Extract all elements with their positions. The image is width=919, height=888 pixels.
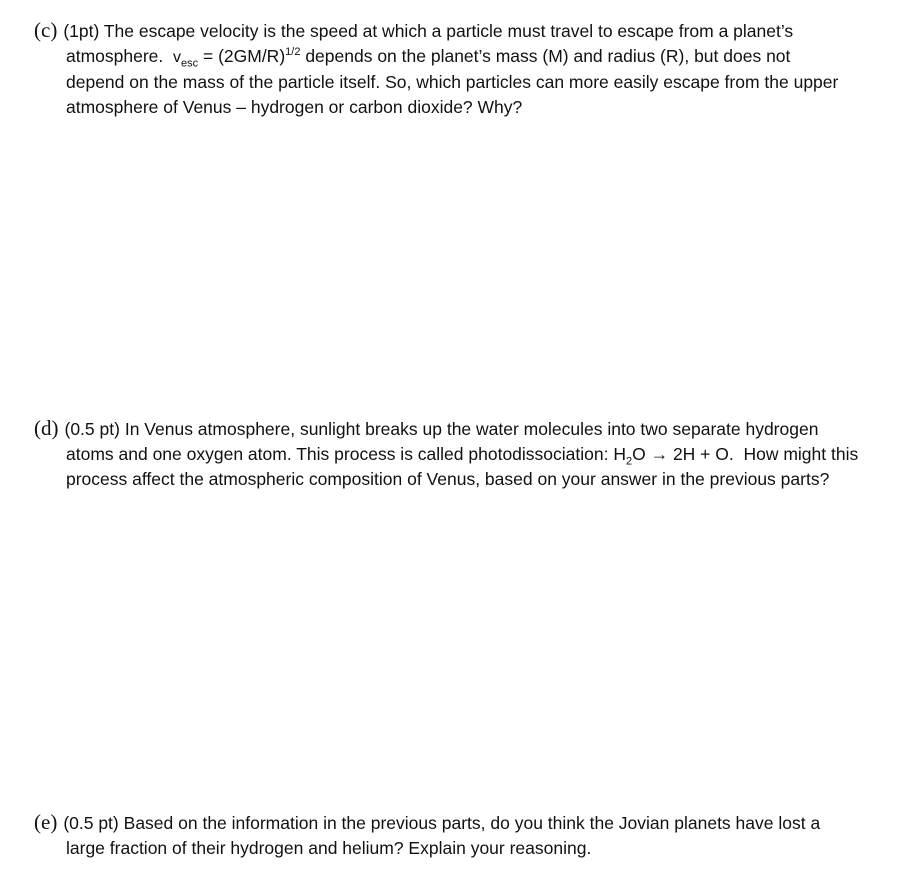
question-d-text-1: In Venus atmosphere, sunlight breaks up the water molecules into two separate hydrogen <box>124 419 819 439</box>
escape-velocity-symbol: v <box>173 49 181 66</box>
question-c-text-2a: atmosphere. <box>66 46 173 66</box>
question-d-text-2b: O → 2H + O. How might this <box>632 444 859 464</box>
question-c-line-3: depend on the mass of the particle itself. So, which particles can more easily escape from the upper <box>66 72 839 92</box>
question-c-line-4: atmosphere of Venus – hydrogen or carbon dioxide? Why? <box>66 97 523 117</box>
question-c-text-2c: depends on the planet’s mass (M) and radius (R), but does not <box>300 46 791 66</box>
question-d-line-3: process affect the atmospheric composition of Venus, based on your answer in the previous parts? <box>66 469 830 489</box>
question-c-line-1 <box>34 18 904 44</box>
question-e-line-2: large fraction of their hydrogen and helium? Explain your reasoning. <box>66 838 592 858</box>
question-c-text-1: The escape velocity is the speed at which a particle must travel to escape from a planet’s <box>103 21 794 41</box>
question-e <box>34 810 904 861</box>
question-e-letter: (e) <box>34 810 58 834</box>
water-subscript: 2 <box>625 455 633 468</box>
question-c-line-2 <box>34 44 904 70</box>
question-d-line-1 <box>34 416 904 442</box>
question-d-letter: (d) <box>34 416 59 440</box>
question-c-letter: (c) <box>34 18 58 42</box>
question-e-text-1: Based on the information in the previous parts, do you think the Jovian planets have lost a <box>123 813 821 833</box>
question-d-line-2 <box>34 442 904 467</box>
question-e-points: (0.5 pt) <box>63 813 119 833</box>
escape-velocity-subscript: esc <box>181 57 199 70</box>
question-c-text-2b: = (2GM/R) <box>198 46 286 66</box>
exponent-one-half: 1/2 <box>285 46 301 59</box>
question-c <box>34 18 904 120</box>
question-d-points: (0.5 pt) <box>64 419 120 439</box>
question-e-line-1 <box>34 810 904 836</box>
question-c-points: (1pt) <box>63 21 100 41</box>
question-d-text-2a: atoms and one oxygen atom. This process is called photodissociation: H <box>66 444 626 464</box>
question-d <box>34 416 904 492</box>
